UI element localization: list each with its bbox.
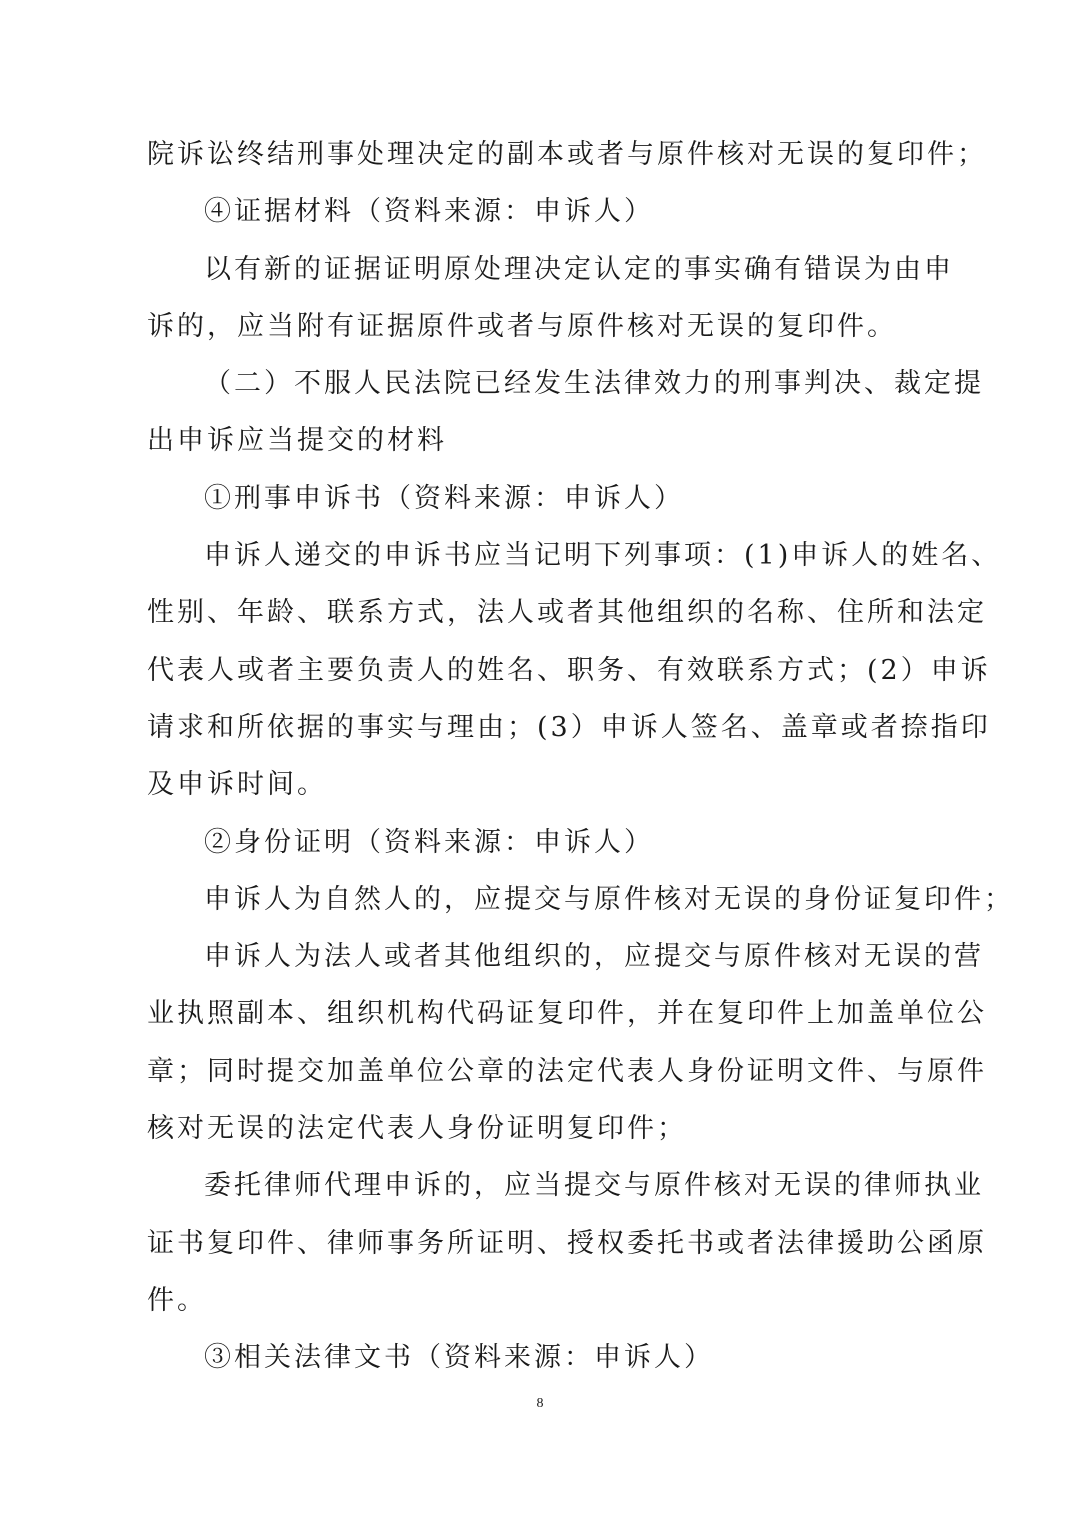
paragraph-line: 及申诉时间。 bbox=[147, 769, 327, 801]
paragraph-line: 申诉人递交的申诉书应当记明下列事项：(1)申诉人的姓名、 bbox=[204, 540, 1002, 572]
section-heading-petition: ①刑事申诉书（资料来源：申诉人） bbox=[204, 482, 684, 514]
paragraph-line: 证书复印件、律师事务所证明、授权委托书或者法律援助公函原 bbox=[147, 1227, 987, 1259]
paragraph-line: 申诉人为自然人的，应提交与原件核对无误的身份证复印件； bbox=[204, 883, 1014, 915]
paragraph-line: 委托律师代理申诉的，应当提交与原件核对无误的律师执业 bbox=[204, 1170, 984, 1202]
section-heading-evidence: ④证据材料（资料来源：申诉人） bbox=[204, 196, 654, 228]
paragraph-line: 核对无误的法定代表人身份证明复印件； bbox=[147, 1113, 687, 1145]
paragraph-line: 代表人或者主要负责人的姓名、职务、有效联系方式；(2）申诉 bbox=[147, 654, 991, 686]
paragraph-line: 申诉人为法人或者其他组织的，应提交与原件核对无误的营 bbox=[204, 941, 984, 973]
paragraph-line: 请求和所依据的事实与理由；(3）申诉人签名、盖章或者捺指印 bbox=[147, 711, 991, 743]
paragraph-line: 性别、年龄、联系方式，法人或者其他组织的名称、住所和法定 bbox=[147, 597, 987, 629]
paragraph-line: 院诉讼终结刑事处理决定的副本或者与原件核对无误的复印件； bbox=[147, 139, 987, 170]
paragraph-line: 件。 bbox=[147, 1284, 207, 1316]
paragraph-line: 以有新的证据证明原处理决定认定的事实确有错误为由申 bbox=[204, 253, 954, 285]
paragraph-line: 章；同时提交加盖单位公章的法定代表人身份证明文件、与原件 bbox=[147, 1055, 987, 1087]
section-heading-court-judgment: （二）不服人民法院已经发生法律效力的刑事判决、裁定提 bbox=[204, 368, 984, 400]
section-heading-continuation: 出申诉应当提交的材料 bbox=[147, 425, 447, 457]
section-heading-legal-documents: ③相关法律文书（资料来源：申诉人） bbox=[204, 1342, 714, 1374]
paragraph-line: 诉的，应当附有证据原件或者与原件核对无误的复印件。 bbox=[147, 310, 897, 342]
document-body bbox=[147, 126, 1014, 1387]
page-number: 8 bbox=[536, 1396, 544, 1411]
section-heading-identity: ②身份证明（资料来源：申诉人） bbox=[204, 826, 654, 858]
paragraph-line: 业执照副本、组织机构代码证复印件，并在复印件上加盖单位公 bbox=[147, 998, 987, 1030]
